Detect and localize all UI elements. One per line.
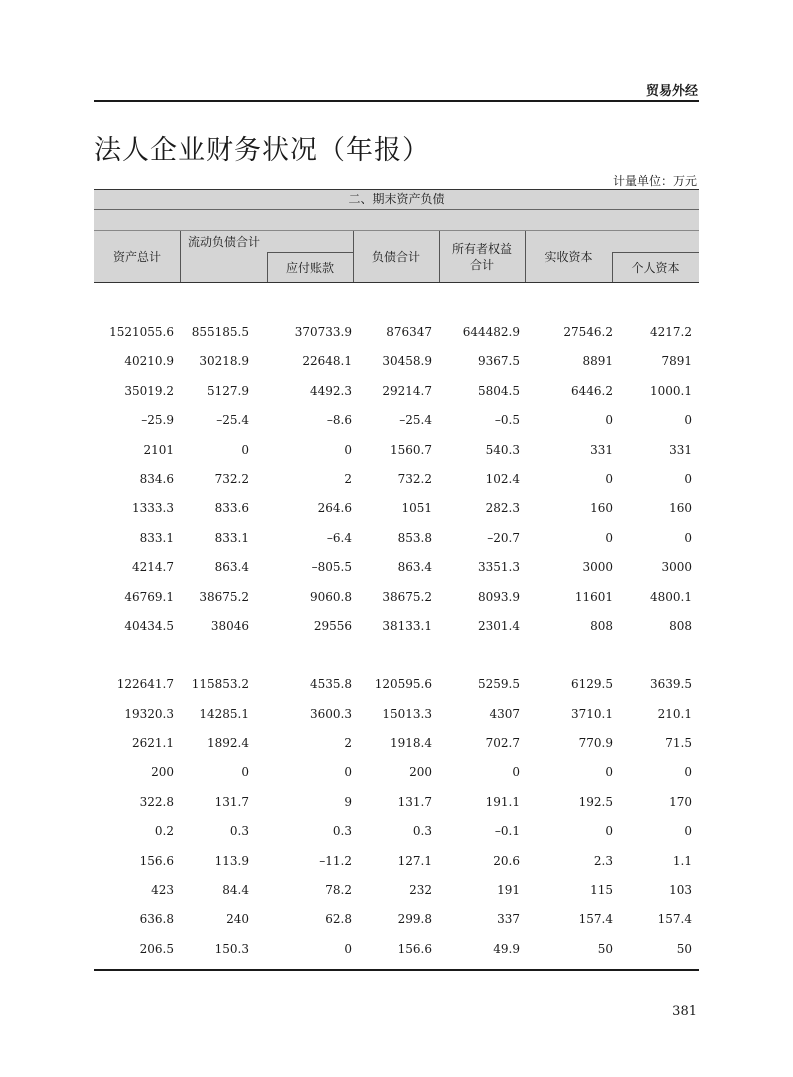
- cell-personal-capital: 71.5: [665, 736, 692, 751]
- cell-accounts-payable: 3600.3: [310, 706, 352, 721]
- cell-total-assets: 834.6: [139, 471, 174, 486]
- table-row: [94, 876, 699, 905]
- cell-current-liabilities: 0: [241, 765, 249, 780]
- section-tag: 贸易外经: [645, 84, 698, 99]
- cell-current-liabilities: 38046: [210, 618, 249, 633]
- table-row: [94, 318, 699, 347]
- cell-owners-equity: 282.3: [485, 501, 520, 516]
- cell-total-liabilities: 876347: [386, 325, 432, 339]
- table-row: [94, 377, 699, 406]
- cell-total-assets: 40210.9: [124, 354, 174, 369]
- cell-current-liabilities: 30218.9: [199, 354, 249, 369]
- cell-total-assets: –25.9: [141, 413, 174, 428]
- cell-current-liabilities: 0.3: [229, 824, 249, 839]
- cell-total-assets: 423: [151, 883, 174, 898]
- cell-current-liabilities: 131.7: [214, 794, 249, 809]
- row-group-1: [94, 318, 699, 641]
- cell-owners-equity: –0.5: [494, 413, 520, 428]
- cell-personal-capital: 331: [669, 442, 692, 457]
- cell-total-assets: 35019.2: [124, 383, 174, 398]
- cell-personal-capital: 157.4: [657, 912, 692, 927]
- cell-total-liabilities: 200: [409, 765, 432, 780]
- cell-total-liabilities: 38133.1: [382, 618, 432, 633]
- cell-total-liabilities: 30458.9: [382, 354, 432, 369]
- cell-total-assets: 1521055.6: [109, 325, 174, 339]
- cell-current-liabilities: 115853.2: [191, 677, 249, 692]
- cell-total-assets: 322.8: [139, 794, 174, 809]
- cell-total-liabilities: 1051: [401, 501, 432, 516]
- cell-current-liabilities: 855185.5: [191, 325, 249, 339]
- cell-accounts-payable: –11.2: [319, 853, 352, 868]
- cell-current-liabilities: 5127.9: [207, 383, 249, 398]
- cell-total-assets: 636.8: [139, 912, 174, 927]
- cell-total-assets: 833.1: [139, 530, 174, 545]
- cell-total-liabilities: 38675.2: [382, 589, 432, 604]
- cell-paid-in-capital: 0: [605, 824, 613, 839]
- cell-total-liabilities: 127.1: [397, 853, 432, 868]
- cell-owners-equity: 5804.5: [478, 383, 520, 398]
- table-row: [94, 583, 699, 612]
- cell-current-liabilities: –25.4: [216, 413, 249, 428]
- cell-owners-equity: 20.6: [493, 853, 520, 868]
- cell-total-liabilities: 29214.7: [382, 383, 432, 398]
- cell-owners-equity: 49.9: [493, 941, 520, 956]
- cell-accounts-payable: 370733.9: [294, 325, 352, 339]
- cell-total-liabilities: 0.3: [412, 824, 432, 839]
- table-row: [94, 847, 699, 876]
- cell-total-assets: 122641.7: [116, 677, 174, 692]
- cell-owners-equity: 191.1: [485, 794, 520, 809]
- page-title: 法人企业财务状况（年报）: [94, 135, 430, 166]
- cell-paid-in-capital: 6446.2: [571, 383, 613, 398]
- cell-owners-equity: 644482.9: [462, 325, 520, 339]
- cell-accounts-payable: –6.4: [326, 530, 352, 545]
- cell-owners-equity: 191: [497, 883, 520, 898]
- cell-personal-capital: 0: [684, 471, 692, 486]
- cell-accounts-payable: 9060.8: [310, 589, 352, 604]
- cell-paid-in-capital: 0: [605, 530, 613, 545]
- cell-paid-in-capital: 160: [590, 501, 613, 516]
- col-owners-equity: [439, 231, 525, 282]
- table-row: [94, 670, 699, 699]
- cell-personal-capital: 4217.2: [650, 325, 692, 339]
- cell-personal-capital: 50: [676, 941, 692, 956]
- cell-personal-capital: 7891: [661, 354, 692, 369]
- cell-total-liabilities: 732.2: [397, 471, 432, 486]
- cell-total-liabilities: 15013.3: [382, 706, 432, 721]
- table-header: [94, 189, 699, 283]
- cell-accounts-payable: 4492.3: [310, 383, 352, 398]
- bottom-rule: [94, 969, 699, 971]
- cell-accounts-payable: 0: [344, 765, 352, 780]
- table-row: [94, 700, 699, 729]
- row-group-2: [94, 670, 699, 964]
- cell-total-assets: 1333.3: [132, 501, 174, 516]
- cell-owners-equity: 8093.9: [478, 589, 520, 604]
- col-current-liabilities: 流动负债合计: [188, 235, 261, 249]
- cell-accounts-payable: 264.6: [317, 501, 352, 516]
- cell-accounts-payable: 78.2: [325, 883, 352, 898]
- cell-paid-in-capital: 192.5: [578, 794, 613, 809]
- cell-total-liabilities: 299.8: [397, 912, 432, 927]
- cell-paid-in-capital: 3000: [582, 560, 613, 575]
- cell-total-liabilities: 232: [409, 883, 432, 898]
- cell-accounts-payable: 0: [344, 941, 352, 956]
- cell-paid-in-capital: 2.3: [593, 853, 613, 868]
- cell-paid-in-capital: 3710.1: [571, 706, 613, 721]
- cell-personal-capital: 808: [669, 618, 692, 633]
- cell-current-liabilities: 833.6: [214, 501, 249, 516]
- cell-owners-equity: 2301.4: [478, 618, 520, 633]
- cell-total-liabilities: 863.4: [397, 560, 432, 575]
- cell-current-liabilities: 863.4: [214, 560, 249, 575]
- cell-paid-in-capital: 0: [605, 471, 613, 486]
- cell-owners-equity: 102.4: [485, 471, 520, 486]
- column-header-grid: [94, 231, 699, 283]
- cell-accounts-payable: 2: [344, 736, 352, 751]
- cell-paid-in-capital: 331: [590, 442, 613, 457]
- cell-current-liabilities: 38675.2: [199, 589, 249, 604]
- cell-owners-equity: –0.1: [494, 824, 520, 839]
- cell-current-liabilities: 150.3: [214, 941, 249, 956]
- cell-paid-in-capital: 0: [605, 413, 613, 428]
- cell-total-liabilities: –25.4: [399, 413, 432, 428]
- cell-total-assets: 40434.5: [124, 618, 174, 633]
- cell-accounts-payable: –805.5: [311, 560, 352, 575]
- cell-owners-equity: 702.7: [485, 736, 520, 751]
- cell-paid-in-capital: 27546.2: [563, 325, 613, 339]
- cell-total-assets: 2621.1: [132, 736, 174, 751]
- cell-total-assets: 0.2: [154, 824, 174, 839]
- cell-owners-equity: 337: [497, 912, 520, 927]
- cell-total-liabilities: 1560.7: [390, 442, 432, 457]
- cell-personal-capital: 160: [669, 501, 692, 516]
- table-row: [94, 729, 699, 758]
- table-row: [94, 465, 699, 494]
- cell-total-assets: 46769.1: [124, 589, 174, 604]
- col-owners-equity-text: 所有者权益合计: [451, 241, 512, 272]
- cell-accounts-payable: 29556: [313, 618, 352, 633]
- cell-paid-in-capital: 157.4: [578, 912, 613, 927]
- cell-personal-capital: 210.1: [657, 706, 692, 721]
- data-rows: [94, 318, 699, 964]
- cell-paid-in-capital: 11601: [574, 589, 613, 604]
- cell-owners-equity: 4307: [489, 706, 520, 721]
- cell-accounts-payable: 0: [344, 442, 352, 457]
- cell-personal-capital: 103: [669, 883, 692, 898]
- table-row: [94, 347, 699, 376]
- cell-owners-equity: 0: [512, 765, 520, 780]
- top-rule: [94, 100, 699, 102]
- col-total-assets: 资产总计: [112, 249, 161, 264]
- cell-total-liabilities: 1918.4: [390, 736, 432, 751]
- table-row: [94, 406, 699, 435]
- page-number: 381: [672, 1004, 697, 1019]
- cell-total-assets: 19320.3: [124, 706, 174, 721]
- cell-accounts-payable: 0.3: [332, 824, 352, 839]
- col-personal-capital: 个人资本: [631, 260, 680, 275]
- cell-paid-in-capital: 8891: [582, 354, 613, 369]
- cell-paid-in-capital: 0: [605, 765, 613, 780]
- cell-paid-in-capital: 6129.5: [571, 677, 613, 692]
- table-row: [94, 817, 699, 846]
- cell-owners-equity: 9367.5: [478, 354, 520, 369]
- cell-owners-equity: –20.7: [487, 530, 520, 545]
- cell-personal-capital: 0: [684, 765, 692, 780]
- cell-paid-in-capital: 808: [590, 618, 613, 633]
- table-row: [94, 758, 699, 787]
- cell-personal-capital: 0: [684, 413, 692, 428]
- table-row: [94, 935, 699, 964]
- cell-current-liabilities: 84.4: [222, 883, 249, 898]
- header-blank-row: [94, 210, 699, 231]
- cell-current-liabilities: 1892.4: [207, 736, 249, 751]
- cell-total-liabilities: 156.6: [397, 941, 432, 956]
- table-section-title: 二、期末资产负债: [94, 189, 699, 210]
- table-row: [94, 494, 699, 523]
- cell-accounts-payable: 9: [344, 794, 352, 809]
- cell-personal-capital: 1.1: [672, 853, 692, 868]
- group-spacer: [94, 641, 699, 670]
- cell-total-assets: 2101: [143, 442, 174, 457]
- cell-paid-in-capital: 770.9: [578, 736, 613, 751]
- cell-current-liabilities: 113.9: [214, 853, 249, 868]
- cell-total-assets: 200: [151, 765, 174, 780]
- cell-personal-capital: 0: [684, 824, 692, 839]
- cell-paid-in-capital: 115: [590, 883, 613, 898]
- cell-owners-equity: 3351.3: [478, 560, 520, 575]
- cell-accounts-payable: 4535.8: [310, 677, 352, 692]
- cell-owners-equity: 540.3: [485, 442, 520, 457]
- table-row: [94, 524, 699, 553]
- col-accounts-payable: 应付账款: [285, 260, 334, 275]
- table-row: [94, 553, 699, 582]
- cell-current-liabilities: 0: [241, 442, 249, 457]
- table-row: [94, 905, 699, 934]
- cell-accounts-payable: –8.6: [326, 413, 352, 428]
- cell-current-liabilities: 14285.1: [199, 706, 249, 721]
- cell-accounts-payable: 2: [344, 471, 352, 486]
- cell-personal-capital: 170: [669, 794, 692, 809]
- cell-total-assets: 156.6: [139, 853, 174, 868]
- cell-personal-capital: 1000.1: [650, 383, 692, 398]
- cell-total-liabilities: 853.8: [397, 530, 432, 545]
- cell-personal-capital: 0: [684, 530, 692, 545]
- unit-label: 计量单位：万元: [612, 174, 697, 188]
- cell-accounts-payable: 62.8: [325, 912, 352, 927]
- cell-total-liabilities: 131.7: [397, 794, 432, 809]
- cell-total-assets: 4214.7: [132, 560, 174, 575]
- cell-current-liabilities: 732.2: [214, 471, 249, 486]
- cell-accounts-payable: 22648.1: [302, 354, 352, 369]
- cell-total-assets: 206.5: [139, 941, 174, 956]
- table-row: [94, 436, 699, 465]
- cell-total-liabilities: 120595.6: [374, 677, 432, 692]
- table-row: [94, 612, 699, 641]
- cell-current-liabilities: 833.1: [214, 530, 249, 545]
- col-paid-in-capital: 实收资本: [544, 249, 593, 264]
- col-total-liabilities: 负债合计: [371, 249, 420, 264]
- cell-personal-capital: 3639.5: [650, 677, 692, 692]
- cell-owners-equity: 5259.5: [478, 677, 520, 692]
- cell-personal-capital: 4800.1: [650, 589, 692, 604]
- cell-current-liabilities: 240: [226, 912, 249, 927]
- cell-paid-in-capital: 50: [597, 941, 613, 956]
- cell-personal-capital: 3000: [661, 560, 692, 575]
- table-row: [94, 788, 699, 817]
